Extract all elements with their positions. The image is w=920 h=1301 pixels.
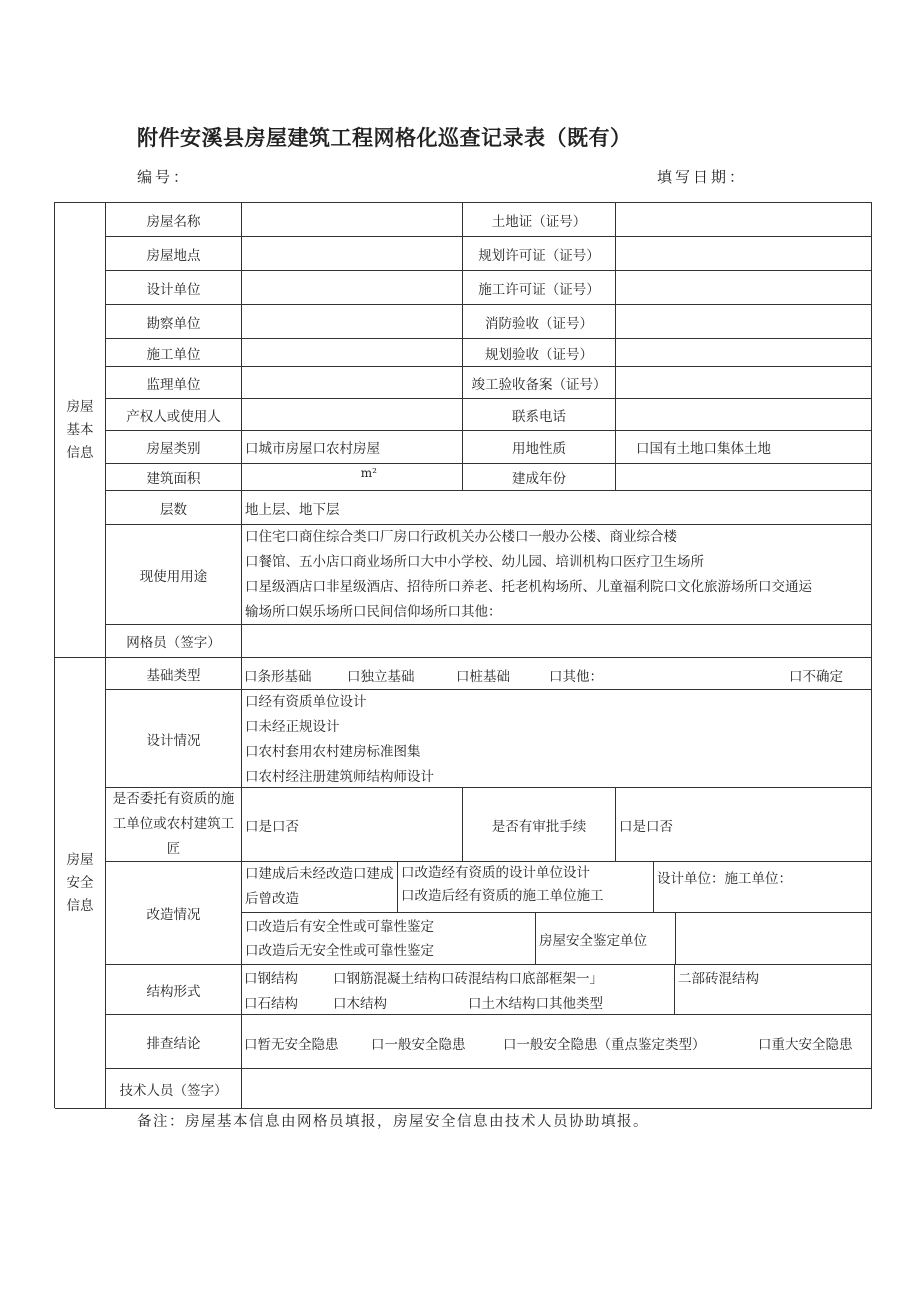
design-unit-label: 设计单位 xyxy=(106,271,242,305)
structure-type-continued[interactable]: 二部砖混结构 xyxy=(675,965,872,1015)
foundation-option[interactable]: 口桩基础 xyxy=(456,669,510,685)
safety-info-group-label: 房屋安全信息 xyxy=(55,658,106,1109)
tech-staff-signature-field[interactable] xyxy=(242,1069,872,1109)
foundation-option[interactable]: 口独立基础 xyxy=(347,669,415,685)
foundation-option[interactable]: 口其他： xyxy=(549,669,603,685)
construction-unit-label: 施工单位 xyxy=(106,339,242,367)
construction-unit-field[interactable] xyxy=(242,339,463,367)
approval-label: 是否有审批手续 xyxy=(463,788,616,862)
phone-label: 联系电话 xyxy=(463,399,616,431)
grid-officer-signature-field[interactable] xyxy=(242,625,872,658)
structure-option[interactable]: 口木结构 xyxy=(333,996,387,1012)
planning-permit-field[interactable] xyxy=(616,237,872,271)
usage-line: 口住宅口商住综合类口厂房口行政机关办公楼口一般办公楼、商业综合楼 xyxy=(245,528,677,545)
floors-field[interactable]: 地上层、地下层 xyxy=(242,491,872,525)
floor-area-field[interactable] xyxy=(242,464,463,491)
design-option[interactable]: 口未经正规设计 xyxy=(245,719,340,735)
form-title: 附件安溪县房屋建筑工程网格化巡查记录表（既有） xyxy=(137,126,632,150)
appraisal-options[interactable] xyxy=(242,913,536,965)
house-address-label: 房屋地点 xyxy=(106,237,242,271)
survey-unit-field[interactable] xyxy=(242,305,463,339)
design-option[interactable]: 口经有资质单位设计 xyxy=(245,694,367,710)
supervision-unit-field[interactable] xyxy=(242,367,463,399)
structure-option[interactable]: 口钢筋混凝土结构口砖混结构口底部框架一」 xyxy=(333,971,603,987)
foundation-type-label: 基础类型 xyxy=(106,658,242,690)
foundation-type-options[interactable] xyxy=(242,658,872,690)
fire-acceptance-label: 消防验收（证号） xyxy=(463,305,616,339)
usage-line: 口星级酒店口非星级酒店、招待所口养老、托老机构场所、儿童福利院口文化旅游场所口交通运 xyxy=(245,578,812,595)
foundation-option[interactable]: 口条形基础 xyxy=(244,669,312,685)
design-status-options[interactable] xyxy=(242,690,872,788)
usage-line: 口餐馆、五小店口商业场所口大中小学校、幼儿园、培训机构口医疗卫生场所 xyxy=(245,553,704,570)
design-option[interactable]: 口农村经注册建筑师结构师设计 xyxy=(245,769,434,785)
approval-options[interactable]: 口是口否 xyxy=(616,788,872,862)
conclusion-option[interactable]: 口重大安全隐患 xyxy=(758,1037,853,1053)
structure-type-options[interactable] xyxy=(242,965,675,1015)
phone-field[interactable] xyxy=(616,399,872,431)
design-option[interactable]: 口农村套用农村建房标准图集 xyxy=(245,744,421,760)
entrusted-options[interactable]: 口是口否 xyxy=(242,788,463,862)
owner-label: 产权人或使用人 xyxy=(106,399,242,431)
tech-staff-label: 技术人员（签字） xyxy=(106,1069,242,1109)
floor-area-label: 建筑面积 xyxy=(106,464,242,491)
structure-option[interactable]: 口土木结构口其他类型 xyxy=(468,996,603,1012)
renovation-units-field[interactable]: 设计单位：施工单位： xyxy=(654,862,872,913)
fill-date-label: 填写日期： xyxy=(657,168,748,186)
appraisal-option[interactable]: 口改造后无安全性或可靠性鉴定 xyxy=(245,942,434,959)
completion-filing-label: 竣工验收备案（证号） xyxy=(463,367,616,399)
number-label: 编号： xyxy=(137,168,192,186)
land-nature-options[interactable]: 口国有土地口集体土地 xyxy=(616,431,872,464)
design-status-label: 设计情况 xyxy=(106,690,242,788)
renovation-construction-options[interactable] xyxy=(398,862,654,913)
structure-option[interactable]: 口钢结构 xyxy=(244,971,298,987)
conclusion-option[interactable]: 口一般安全隐患 xyxy=(371,1037,466,1053)
inspection-record-table xyxy=(54,202,872,1108)
area-unit: m² xyxy=(360,466,377,480)
land-cert-field[interactable] xyxy=(616,203,872,237)
basic-info-group-label: 房屋基本信息 xyxy=(55,203,106,658)
grid-officer-label: 网格员（签字） xyxy=(106,625,242,658)
house-type-label: 房屋类别 xyxy=(106,431,242,464)
usage-line: 输场所口娱乐场所口民间信仰场所口其他： xyxy=(245,603,502,620)
conclusion-option[interactable]: 口暂无安全隐患 xyxy=(244,1037,339,1053)
inspection-conclusion-options[interactable] xyxy=(242,1015,872,1069)
appraisal-option[interactable]: 口改造后有安全性或可靠性鉴定 xyxy=(245,918,434,935)
renovation-status-options[interactable]: 口建成后未经改造口建成后曾改造 xyxy=(242,862,398,913)
owner-field[interactable] xyxy=(242,399,463,431)
fire-acceptance-field[interactable] xyxy=(616,305,872,339)
planning-acceptance-label: 规划验收（证号） xyxy=(463,339,616,367)
floors-label: 层数 xyxy=(106,491,242,525)
current-usage-options[interactable] xyxy=(242,525,872,625)
completion-filing-field[interactable] xyxy=(616,367,872,399)
structure-option[interactable]: 口石结构 xyxy=(244,996,298,1012)
renovation-label: 改造情况 xyxy=(106,862,242,965)
current-usage-label: 现使用用途 xyxy=(106,525,242,625)
house-name-field[interactable] xyxy=(242,203,463,237)
house-name-label: 房屋名称 xyxy=(106,203,242,237)
supervision-unit-label: 监理单位 xyxy=(106,367,242,399)
build-year-field[interactable] xyxy=(616,464,872,491)
renovation-option[interactable]: 口改造经有资质的设计单位设计 xyxy=(401,865,590,881)
appraisal-unit-label: 房屋安全鉴定单位 xyxy=(536,913,676,965)
planning-permit-label: 规划许可证（证号） xyxy=(463,237,616,271)
entrusted-label: 是否委托有资质的施工单位或农村建筑工匠 xyxy=(106,788,242,862)
conclusion-option[interactable]: 口一般安全隐患（重点鉴定类型） xyxy=(503,1037,706,1053)
construction-permit-field[interactable] xyxy=(616,271,872,305)
survey-unit-label: 勘察单位 xyxy=(106,305,242,339)
land-cert-label: 土地证（证号） xyxy=(463,203,616,237)
footer-note: 备注：房屋基本信息由网格员填报，房屋安全信息由技术人员协助填报。 xyxy=(137,1114,649,1130)
design-unit-field[interactable] xyxy=(242,271,463,305)
foundation-option[interactable]: 口不确定 xyxy=(789,669,843,685)
inspection-conclusion-label: 排查结论 xyxy=(106,1015,242,1069)
appraisal-unit-field[interactable] xyxy=(676,913,872,965)
house-address-field[interactable] xyxy=(242,237,463,271)
land-nature-label: 用地性质 xyxy=(463,431,616,464)
planning-acceptance-field[interactable] xyxy=(616,339,872,367)
renovation-option[interactable]: 口改造后经有资质的施工单位施工 xyxy=(401,888,604,904)
build-year-label: 建成年份 xyxy=(463,464,616,491)
construction-permit-label: 施工许可证（证号） xyxy=(463,271,616,305)
structure-type-label: 结构形式 xyxy=(106,965,242,1015)
house-type-options[interactable]: 口城市房屋口农村房屋 xyxy=(242,431,463,464)
